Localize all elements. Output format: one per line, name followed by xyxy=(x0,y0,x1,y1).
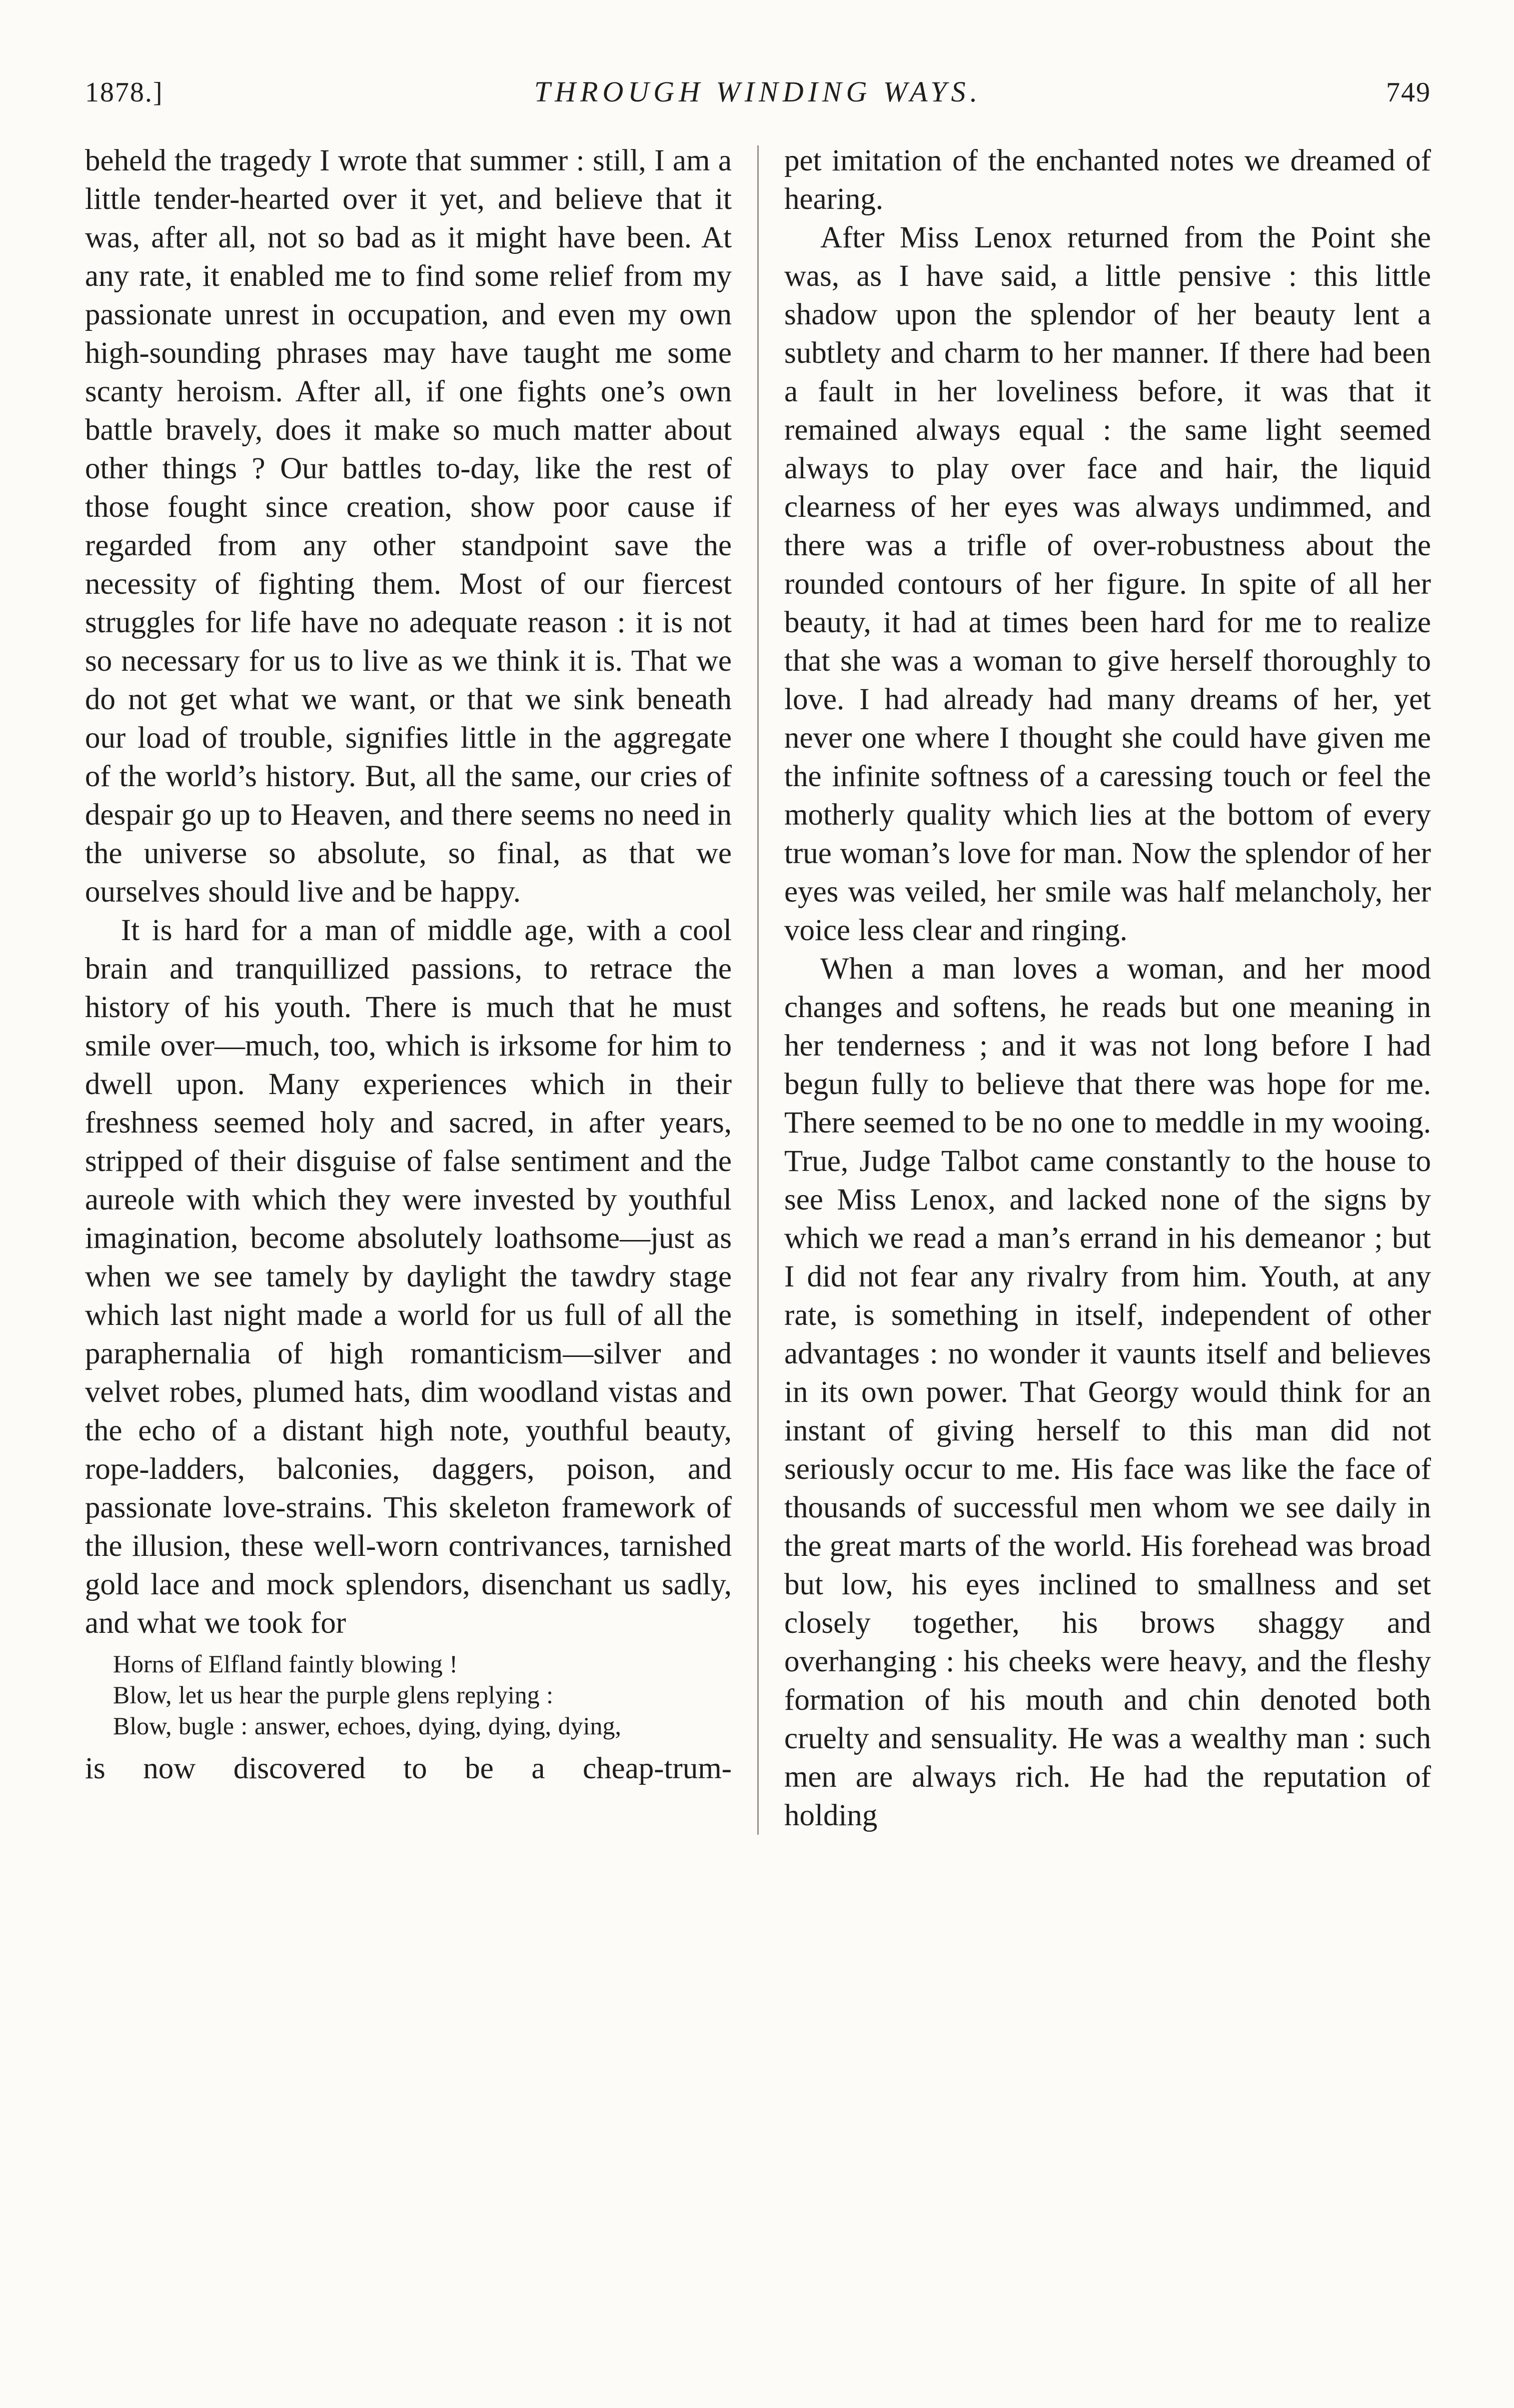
page-number: 749 xyxy=(1386,77,1431,108)
verse-block xyxy=(85,1648,732,1741)
paragraph: is now discovered to be a cheap-trum- xyxy=(85,1752,732,1785)
page-header xyxy=(85,75,1431,108)
verse-line: Blow, let us hear the purple glens replying : xyxy=(113,1681,553,1709)
paragraph: pet imitation of the enchanted notes we dreamed of hearing. xyxy=(784,144,1431,216)
text-columns xyxy=(85,141,1431,1835)
verse-line: Horns of Elfland faintly blowing ! xyxy=(113,1650,458,1678)
page-title: THROUGH WINDING WAYS. xyxy=(534,75,982,108)
paragraph: It is hard for a man of middle age, with a cool brain and tranquillized passions, to retrace the history of his youth. There is much that he must smile over—much, too, which is irksome for him to dwell upon. Many experiences which in their freshness seemed holy and sacred, in after years, stripped of their disguise of false sentiment and the aureole with which they were invested by youthful imagination, become absolutely loathsome—just as when we see tamely by daylight the tawdry stage which last night made a world for us full of all the paraphernalia of high romanticism—silver and velvet robes, plumed hats, dim woodland vistas and the echo of a distant high note, youthful beauty, rope-ladders, balconies, daggers, poison, and passionate love-strains. This skeleton framework of the illusion, these well-worn contrivances, tarnished gold lace and mock splendors, disenchant us sadly, and what we took for xyxy=(85,914,732,1640)
paragraph: beheld the tragedy I wrote that summer : still, I am a little tender-hearted over it yet, and believe that it was, after all, not so bad as it might have been. At any rate, it enabled me to find some relief from my passionate unrest in occupation, and even my own high-sounding phrases may have taught me some scanty heroism. After all, if one fights one’s own battle bravely, does it make so much matter about other things ? Our battles to-day, like the rest of those fought since creation, show poor cause if regarded from any other standpoint save the necessity of fighting them. Most of our fiercest struggles for life have no adequate reason : it is not so necessary for us to live as we think it is. That we do not get what we want, or that we sink beneath our load of trouble, signifies little in the aggregate of the world’s history. But, all the same, our cries of despair go up to Heaven, and there seems no need in the universe so absolute, so final, as that we ourselves should live and be happy. xyxy=(85,144,732,909)
left-column xyxy=(85,141,732,1835)
paragraph: When a man loves a woman, and her mood changes and softens, he reads but one meaning in her tenderness ; and it was not long before I had begun fully to believe that there was hope for me. There seemed to be no one to meddle in my wooing. True, Judge Talbot came constantly to the house to see Miss Lenox, and lacked none of the signs by which we read a man’s errand in his demeanor ; but I did not fear any rivalry from him. Youth, at any rate, is something in itself, independent of other advantages : no wonder it vaunts itself and believes in its own power. That Georgy would think for an instant of giving herself to this man did not seriously occur to me. His face was like the face of thousands of successful men whom we see daily in the great marts of the world. His forehead was broad but low, his eyes inclined to smallness and set closely together, his brows shaggy and overhanging : his cheeks were heavy, and the fleshy formation of his mouth and chin denoted both cruelty and sensuality. He was a wealthy man : such men are always rich. He had the reputation of holding xyxy=(784,952,1431,1832)
paragraph: After Miss Lenox returned from the Point she was, as I have said, a little pensive : this little shadow upon the splendor of her beauty lent a subtlety and charm to her manner. If there had been a fault in her loveliness before, it was that it remained always equal : the same light seemed always to play over face and hair, the liquid clearness of her eyes was always undimmed, and there was a trifle of over-robustness about the rounded contours of her figure. In spite of all her beauty, it had at times been hard for me to realize that she was a woman to give herself thoroughly to love. I had already had many dreams of her, yet never one where I thought she could have given me the infinite softness of a caressing touch or feel the motherly quality which lies at the bottom of every true woman’s love for man. Now the splendor of her eyes was veiled, her smile was half melancholy, her voice less clear and ringing. xyxy=(784,221,1431,947)
right-column xyxy=(784,141,1431,1835)
header-year-label: 1878.] xyxy=(85,77,163,108)
verse-line: Blow, bugle : answer, echoes, dying, dying, dying, xyxy=(113,1712,621,1740)
column-divider-rule xyxy=(757,145,759,1835)
